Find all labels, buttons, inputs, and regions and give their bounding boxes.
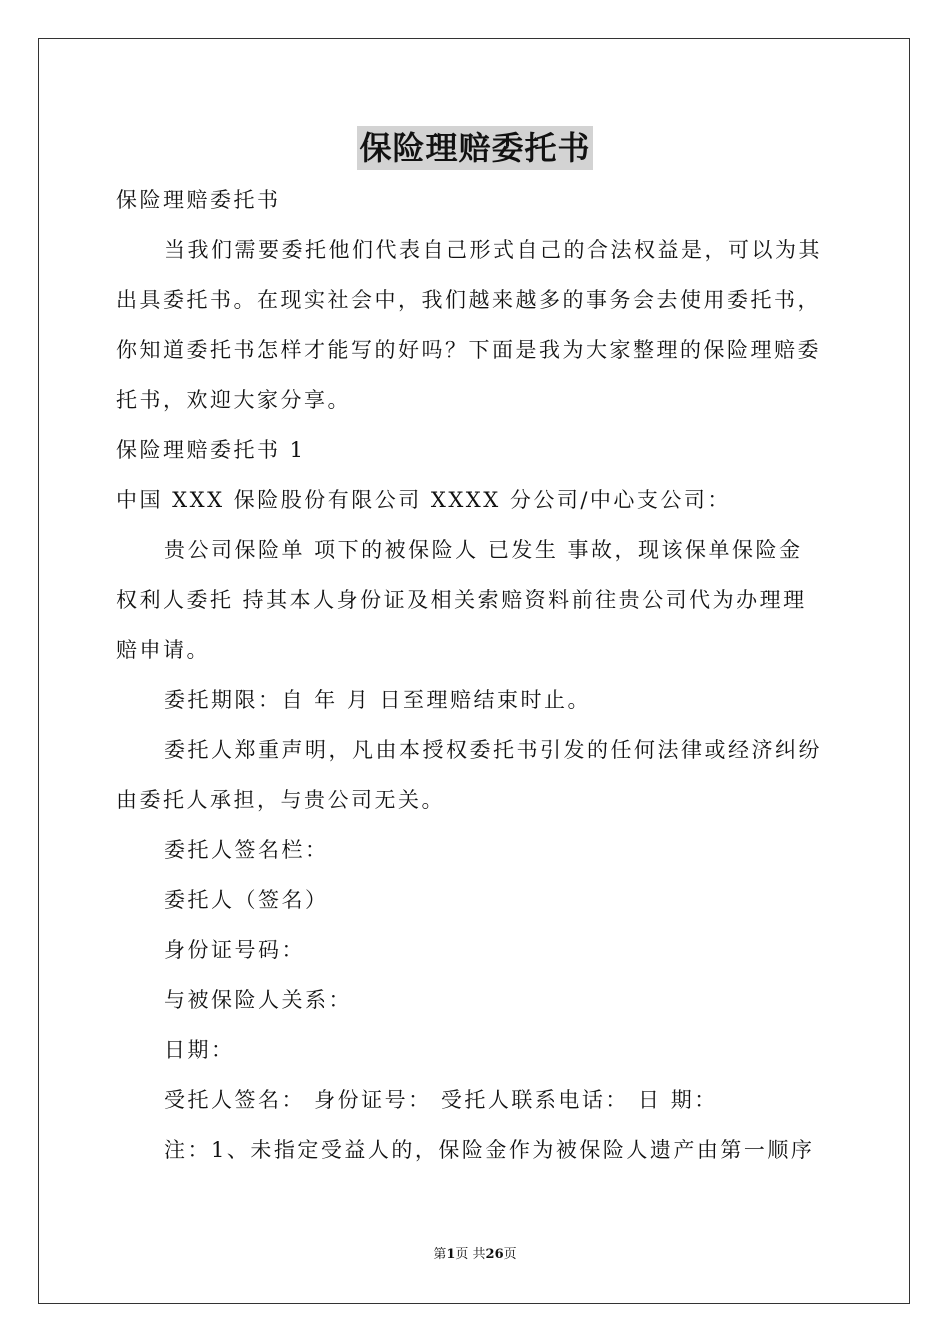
paragraph-line: 赔申请。: [116, 638, 210, 662]
agent-fields-line: 受托人签名： 身份证号： 受托人联系电话： 日 期：: [164, 1088, 718, 1112]
paragraph-line: 出具委托书。在现实社会中，我们越来越多的事务会去使用委托书，: [116, 288, 821, 312]
note-line: 注：1、未指定受益人的，保险金作为被保险人遗产由第一顺序: [164, 1138, 815, 1162]
document-title: 保险理赔委托书: [357, 126, 592, 170]
title-container: [0, 126, 950, 170]
subtitle-line: 保险理赔委托书: [116, 188, 281, 212]
paragraph-line: 托书，欢迎大家分享。: [116, 388, 351, 412]
page-footer: [0, 1246, 950, 1264]
page-border: [38, 38, 910, 1304]
paragraph-line: 当我们需要委托他们代表自己形式自己的合法权益是，可以为其: [164, 238, 822, 262]
paragraph-line: 委托人郑重声明，凡由本授权委托书引发的任何法律或经济纠纷: [164, 738, 822, 762]
paragraph-line: 你知道委托书怎样才能写的好吗？下面是我为大家整理的保险理赔委: [116, 338, 821, 362]
signature-section-label: 委托人签名栏：: [164, 838, 329, 862]
footer-mid: 页 共: [455, 1247, 486, 1262]
paragraph-line: 由委托人承担，与贵公司无关。: [116, 788, 445, 812]
term-line: 委托期限：自 年 月 日至理赔结束时止。: [164, 688, 592, 712]
date-field: 日期：: [164, 1038, 235, 1062]
principal-signature-field: 委托人（签名）: [164, 888, 329, 912]
page-number: 1: [446, 1247, 456, 1262]
id-number-field: 身份证号码：: [164, 938, 305, 962]
paragraph-line: 贵公司保险单 项下的被保险人 已发生 事故，现该保单保险金: [164, 538, 803, 562]
paragraph-line: 权利人委托 持其本人身份证及相关索赔资料前往贵公司代为办理理: [116, 588, 807, 612]
total-pages: 26: [485, 1247, 504, 1262]
section-heading: 保险理赔委托书 1: [116, 438, 306, 462]
relationship-field: 与被保险人关系：: [164, 988, 352, 1012]
footer-prefix: 第: [433, 1247, 447, 1262]
addressee-line: 中国 XXX 保险股份有限公司 XXXX 分公司/中心支公司：: [116, 488, 731, 512]
footer-suffix: 页: [503, 1247, 517, 1262]
